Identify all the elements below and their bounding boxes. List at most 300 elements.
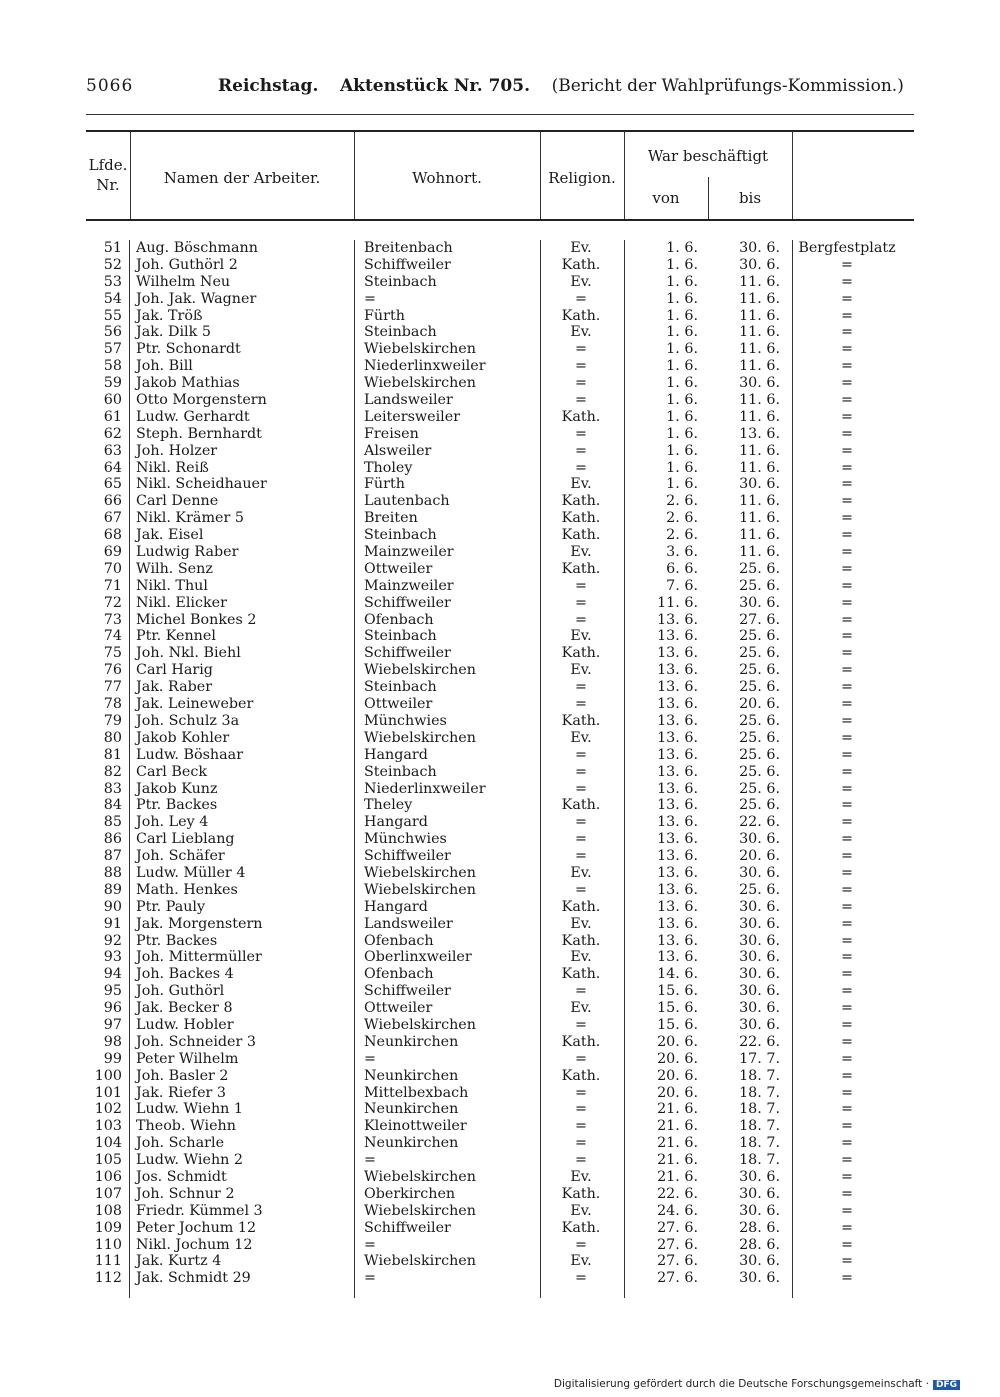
worker-name: Nikl. Scheidhauer bbox=[136, 476, 267, 493]
remark: = bbox=[841, 358, 853, 375]
employed-from: 21. 6. bbox=[657, 1118, 698, 1135]
religion: Kath. bbox=[561, 797, 601, 814]
worker-name: Wilh. Senz bbox=[136, 560, 213, 577]
table-row bbox=[86, 764, 914, 781]
row-number: 81 bbox=[103, 746, 122, 763]
employed-to: 25. 6. bbox=[739, 780, 780, 797]
employed-to: 20. 6. bbox=[739, 848, 780, 865]
remark: = bbox=[841, 848, 853, 865]
residence: Wiebelskirchen bbox=[364, 881, 476, 898]
residence: Steinbach bbox=[364, 628, 437, 645]
residence: Wiebelskirchen bbox=[364, 375, 476, 392]
row-number: 110 bbox=[94, 1236, 122, 1253]
residence: Hangard bbox=[364, 746, 428, 763]
employed-from: 1. 6. bbox=[666, 425, 698, 442]
religion: Ev. bbox=[570, 273, 592, 290]
employed-to: 25. 6. bbox=[739, 746, 780, 763]
residence: = bbox=[364, 1152, 376, 1169]
employed-from: 13. 6. bbox=[657, 679, 698, 696]
row-number: 75 bbox=[103, 645, 122, 662]
employed-to: 22. 6. bbox=[739, 1033, 780, 1050]
remark: = bbox=[841, 932, 853, 949]
remark: = bbox=[841, 1016, 853, 1033]
remark: = bbox=[841, 1185, 853, 1202]
employed-from: 1. 6. bbox=[666, 375, 698, 392]
employed-from: 1. 6. bbox=[666, 290, 698, 307]
table-row bbox=[86, 797, 914, 814]
employed-to: 17. 7. bbox=[739, 1050, 780, 1067]
residence: Wiebelskirchen bbox=[364, 341, 476, 358]
table-row bbox=[86, 730, 914, 747]
employed-to: 30. 6. bbox=[739, 864, 780, 881]
remark: = bbox=[841, 763, 853, 780]
worker-name: Ludw. Wiehn 1 bbox=[136, 1101, 244, 1118]
employed-from: 2. 6. bbox=[666, 510, 698, 527]
worker-name: Joh. Holzer bbox=[136, 442, 218, 459]
religion: = bbox=[575, 392, 587, 409]
table-row bbox=[86, 713, 914, 730]
employed-from: 1. 6. bbox=[666, 392, 698, 409]
residence: Steinbach bbox=[364, 273, 437, 290]
employed-from: 13. 6. bbox=[657, 797, 698, 814]
remark: = bbox=[841, 611, 853, 628]
table-row bbox=[86, 274, 914, 291]
worker-name: Ludw. Wiehn 2 bbox=[136, 1152, 244, 1169]
remark: = bbox=[841, 1084, 853, 1101]
employed-to: 22. 6. bbox=[739, 814, 780, 831]
row-number: 66 bbox=[103, 493, 122, 510]
religion: = bbox=[575, 1236, 587, 1253]
employed-from: 1. 6. bbox=[666, 459, 698, 476]
worker-name: Jak. Kurtz 4 bbox=[136, 1253, 222, 1270]
dfg-logo: DFG bbox=[933, 1380, 960, 1390]
employed-from: 15. 6. bbox=[657, 1000, 698, 1017]
table-row bbox=[86, 899, 914, 916]
residence: Niederlinxweiler bbox=[364, 358, 486, 375]
employed-to: 11. 6. bbox=[739, 527, 780, 544]
worker-name: Otto Morgenstern bbox=[136, 392, 267, 409]
residence: Ottweiler bbox=[364, 1000, 433, 1017]
row-number: 91 bbox=[103, 915, 122, 932]
residence: Freisen bbox=[364, 425, 419, 442]
remark: = bbox=[841, 1118, 853, 1135]
title-aktenstueck: Aktenstück Nr. 705. bbox=[339, 76, 530, 96]
residence: Mainzweiler bbox=[364, 577, 454, 594]
remark: = bbox=[841, 898, 853, 915]
religion: = bbox=[575, 746, 587, 763]
residence: Neunkirchen bbox=[364, 1135, 459, 1152]
header-col-employed bbox=[624, 131, 793, 219]
table-row bbox=[86, 595, 914, 612]
table-row bbox=[86, 781, 914, 798]
employed-to: 30. 6. bbox=[739, 1000, 780, 1017]
employed-from: 20. 6. bbox=[657, 1033, 698, 1050]
worker-name: Joh. Schäfer bbox=[136, 848, 225, 865]
row-number: 109 bbox=[94, 1219, 122, 1236]
residence: Tholey bbox=[364, 459, 413, 476]
remark: = bbox=[841, 679, 853, 696]
employed-to: 28. 6. bbox=[739, 1236, 780, 1253]
religion: = bbox=[575, 341, 587, 358]
employed-to: 11. 6. bbox=[739, 358, 780, 375]
employed-from: 1. 6. bbox=[666, 307, 698, 324]
table-row bbox=[86, 1085, 914, 1102]
worker-name: Joh. Guthörl 2 bbox=[136, 256, 238, 273]
employed-from: 15. 6. bbox=[657, 983, 698, 1000]
residence: = bbox=[364, 1236, 376, 1253]
employed-from: 13. 6. bbox=[657, 864, 698, 881]
table-row bbox=[86, 679, 914, 696]
remark: = bbox=[841, 712, 853, 729]
religion: Ev. bbox=[570, 1202, 592, 1219]
religion: = bbox=[575, 375, 587, 392]
row-number: 87 bbox=[103, 848, 122, 865]
religion: Kath. bbox=[561, 932, 601, 949]
header-subdivider bbox=[708, 177, 709, 219]
religion: Ev. bbox=[570, 949, 592, 966]
worker-name: Ludw. Müller 4 bbox=[136, 864, 246, 881]
remark: = bbox=[841, 375, 853, 392]
residence: Ofenbach bbox=[364, 966, 434, 983]
worker-name: Jak. Morgenstern bbox=[136, 915, 263, 932]
table-row bbox=[86, 916, 914, 933]
employed-from: 7. 6. bbox=[666, 577, 698, 594]
employed-from: 27. 6. bbox=[657, 1236, 698, 1253]
worker-name: Carl Lieblang bbox=[136, 831, 235, 848]
worker-name: Jak. Riefer 3 bbox=[136, 1084, 227, 1101]
employed-from: 13. 6. bbox=[657, 898, 698, 915]
remark: = bbox=[841, 983, 853, 1000]
residence: Wiebelskirchen bbox=[364, 1016, 476, 1033]
remark: = bbox=[841, 459, 853, 476]
employed-from: 1. 6. bbox=[666, 324, 698, 341]
employed-to: 11. 6. bbox=[739, 459, 780, 476]
table-row bbox=[86, 612, 914, 629]
table-row bbox=[86, 1034, 914, 1051]
religion: Kath. bbox=[561, 256, 601, 273]
header-no-line2: Nr. bbox=[96, 176, 120, 194]
footer-text: Digitalisierung gefördert durch die Deutsche Forschungsgemeinschaft · bbox=[553, 1378, 929, 1390]
worker-name: Carl Denne bbox=[136, 493, 219, 510]
residence: Steinbach bbox=[364, 679, 437, 696]
row-number: 77 bbox=[103, 679, 122, 696]
table-row bbox=[86, 882, 914, 899]
employed-to: 18. 7. bbox=[739, 1152, 780, 1169]
employed-to: 30. 6. bbox=[739, 966, 780, 983]
remark: = bbox=[841, 256, 853, 273]
worker-name: Joh. Jak. Wagner bbox=[136, 290, 257, 307]
religion: Kath. bbox=[561, 645, 601, 662]
remark: = bbox=[841, 1152, 853, 1169]
table-row bbox=[86, 510, 914, 527]
worker-name: Joh. Backes 4 bbox=[136, 966, 234, 983]
row-number: 51 bbox=[103, 240, 122, 256]
row-number: 74 bbox=[103, 628, 122, 645]
table-row bbox=[86, 308, 914, 325]
employed-to: 11. 6. bbox=[739, 341, 780, 358]
employed-from: 24. 6. bbox=[657, 1202, 698, 1219]
employed-to: 25. 6. bbox=[739, 628, 780, 645]
residence: Münchwies bbox=[364, 712, 447, 729]
table-row bbox=[86, 324, 914, 341]
remark: = bbox=[841, 1050, 853, 1067]
table-row bbox=[86, 358, 914, 375]
remark: = bbox=[841, 949, 853, 966]
employed-from: 13. 6. bbox=[657, 662, 698, 679]
worker-name: Carl Beck bbox=[136, 763, 208, 780]
employed-from: 20. 6. bbox=[657, 1084, 698, 1101]
table-row bbox=[86, 1253, 914, 1270]
residence: Breiten bbox=[364, 510, 418, 527]
remark: = bbox=[841, 966, 853, 983]
worker-name: Jakob Kunz bbox=[136, 780, 218, 797]
employed-to: 11. 6. bbox=[739, 324, 780, 341]
header-religion: Religion. bbox=[548, 169, 616, 187]
residence: Wiebelskirchen bbox=[364, 1202, 476, 1219]
remark: = bbox=[841, 1253, 853, 1270]
table-row bbox=[86, 392, 914, 409]
residence: Schiffweiler bbox=[364, 848, 451, 865]
table-row bbox=[86, 1135, 914, 1152]
row-number: 60 bbox=[103, 392, 122, 409]
remark: = bbox=[841, 1219, 853, 1236]
remark: = bbox=[841, 577, 853, 594]
employed-to: 25. 6. bbox=[739, 577, 780, 594]
worker-name: Joh. Basler 2 bbox=[136, 1067, 229, 1084]
residence: = bbox=[364, 290, 376, 307]
employed-to: 25. 6. bbox=[739, 712, 780, 729]
table-row bbox=[86, 1152, 914, 1169]
religion: Kath. bbox=[561, 408, 601, 425]
worker-name: Jak. Eisel bbox=[136, 527, 204, 544]
religion: = bbox=[575, 577, 587, 594]
row-number: 69 bbox=[103, 544, 122, 561]
employed-to: 30. 6. bbox=[739, 1202, 780, 1219]
residence: Wiebelskirchen bbox=[364, 662, 476, 679]
employed-to: 25. 6. bbox=[739, 560, 780, 577]
row-number: 64 bbox=[103, 459, 122, 476]
religion: Ev. bbox=[570, 662, 592, 679]
employed-to: 11. 6. bbox=[739, 273, 780, 290]
table-row bbox=[86, 949, 914, 966]
employed-from: 1. 6. bbox=[666, 358, 698, 375]
employed-to: 30. 6. bbox=[739, 1185, 780, 1202]
residence: Ottweiler bbox=[364, 696, 433, 713]
employed-from: 13. 6. bbox=[657, 848, 698, 865]
header-name: Namen der Arbeiter. bbox=[163, 169, 321, 187]
worker-name: Friedr. Kümmel 3 bbox=[136, 1202, 263, 1219]
remark: = bbox=[841, 594, 853, 611]
row-number: 71 bbox=[103, 577, 122, 594]
worker-name: Joh. Ley 4 bbox=[136, 814, 209, 831]
employed-from: 27. 6. bbox=[657, 1219, 698, 1236]
employed-from: 13. 6. bbox=[657, 814, 698, 831]
table-row bbox=[86, 645, 914, 662]
religion: = bbox=[575, 459, 587, 476]
employed-to: 11. 6. bbox=[739, 290, 780, 307]
employed-from: 15. 6. bbox=[657, 1016, 698, 1033]
employed-from: 3. 6. bbox=[666, 544, 698, 561]
employed-to: 13. 6. bbox=[739, 425, 780, 442]
employed-from: 1. 6. bbox=[666, 273, 698, 290]
row-number: 53 bbox=[103, 273, 122, 290]
remark: = bbox=[841, 341, 853, 358]
remark: = bbox=[841, 425, 853, 442]
employed-from: 22. 6. bbox=[657, 1185, 698, 1202]
religion: Kath. bbox=[561, 493, 601, 510]
worker-name: Joh. Scharle bbox=[136, 1135, 225, 1152]
row-number: 54 bbox=[103, 290, 122, 307]
table-row bbox=[86, 1270, 914, 1287]
remark: = bbox=[841, 307, 853, 324]
table-row bbox=[86, 257, 914, 274]
religion: Ev. bbox=[570, 1253, 592, 1270]
table-row bbox=[86, 341, 914, 358]
religion: = bbox=[575, 425, 587, 442]
row-number: 106 bbox=[94, 1168, 122, 1185]
row-number: 112 bbox=[94, 1270, 122, 1287]
remark: = bbox=[841, 881, 853, 898]
row-number: 94 bbox=[103, 966, 122, 983]
page-number: 5066 bbox=[86, 76, 134, 96]
religion: Ev. bbox=[570, 240, 592, 256]
employed-to: 18. 7. bbox=[739, 1135, 780, 1152]
table-row bbox=[86, 662, 914, 679]
employed-to: 30. 6. bbox=[739, 594, 780, 611]
table-row bbox=[86, 493, 914, 510]
employed-to: 18. 7. bbox=[739, 1067, 780, 1084]
remark: = bbox=[841, 476, 853, 493]
residence: Wiebelskirchen bbox=[364, 1253, 476, 1270]
employed-to: 30. 6. bbox=[739, 1168, 780, 1185]
residence: Ofenbach bbox=[364, 932, 434, 949]
remark: = bbox=[841, 729, 853, 746]
religion: = bbox=[575, 442, 587, 459]
religion: = bbox=[575, 1050, 587, 1067]
residence: Schiffweiler bbox=[364, 1219, 451, 1236]
residence: Neunkirchen bbox=[364, 1101, 459, 1118]
religion: Kath. bbox=[561, 1219, 601, 1236]
residence: Schiffweiler bbox=[364, 594, 451, 611]
row-number: 95 bbox=[103, 983, 122, 1000]
table-row bbox=[86, 426, 914, 443]
employed-to: 28. 6. bbox=[739, 1219, 780, 1236]
residence: Hangard bbox=[364, 898, 428, 915]
employed-to: 11. 6. bbox=[739, 408, 780, 425]
residence: Mainzweiler bbox=[364, 544, 454, 561]
employed-to: 18. 7. bbox=[739, 1084, 780, 1101]
religion: = bbox=[575, 696, 587, 713]
remark: = bbox=[841, 1067, 853, 1084]
residence: Lautenbach bbox=[364, 493, 450, 510]
table-row bbox=[86, 1051, 914, 1068]
table-row bbox=[86, 476, 914, 493]
employed-to: 30. 6. bbox=[739, 949, 780, 966]
remark: = bbox=[841, 915, 853, 932]
religion: = bbox=[575, 1152, 587, 1169]
employed-from: 13. 6. bbox=[657, 729, 698, 746]
employed-from: 1. 6. bbox=[666, 476, 698, 493]
row-number: 108 bbox=[94, 1202, 122, 1219]
row-number: 55 bbox=[103, 307, 122, 324]
residence: Schiffweiler bbox=[364, 983, 451, 1000]
row-number: 68 bbox=[103, 527, 122, 544]
table-row bbox=[86, 1000, 914, 1017]
employed-from: 20. 6. bbox=[657, 1067, 698, 1084]
worker-name: Joh. Schneider 3 bbox=[136, 1033, 256, 1050]
worker-name: Jak. Leineweber bbox=[136, 696, 254, 713]
employed-from: 14. 6. bbox=[657, 966, 698, 983]
worker-name: Aug. Böschmann bbox=[136, 240, 258, 256]
religion: = bbox=[575, 1135, 587, 1152]
employed-to: 27. 6. bbox=[739, 611, 780, 628]
employed-from: 13. 6. bbox=[657, 611, 698, 628]
worker-name: Ludwig Raber bbox=[136, 544, 239, 561]
worker-name: Peter Jochum 12 bbox=[136, 1219, 257, 1236]
employed-from: 13. 6. bbox=[657, 712, 698, 729]
worker-name: Ludw. Hobler bbox=[136, 1016, 234, 1033]
residence: = bbox=[364, 1270, 376, 1287]
employed-to: 30. 6. bbox=[739, 256, 780, 273]
row-number: 58 bbox=[103, 358, 122, 375]
table-row bbox=[86, 527, 914, 544]
employed-from: 13. 6. bbox=[657, 746, 698, 763]
table-row bbox=[86, 747, 914, 764]
religion: Ev. bbox=[570, 915, 592, 932]
residence: Schiffweiler bbox=[364, 645, 451, 662]
table-header bbox=[86, 131, 914, 221]
religion: Kath. bbox=[561, 898, 601, 915]
worker-name: Ptr. Pauly bbox=[136, 898, 206, 915]
row-number: 104 bbox=[94, 1135, 122, 1152]
remark: = bbox=[841, 527, 853, 544]
residence: Niederlinxweiler bbox=[364, 780, 486, 797]
remark: = bbox=[841, 392, 853, 409]
title-bericht: (Bericht der Wahlprüfungs-Kommission.) bbox=[551, 76, 904, 96]
residence: Münchwies bbox=[364, 831, 447, 848]
religion: Kath. bbox=[561, 307, 601, 324]
worker-name: Ptr. Backes bbox=[136, 932, 218, 949]
residence: Steinbach bbox=[364, 763, 437, 780]
residence: Alsweiler bbox=[364, 442, 432, 459]
religion: = bbox=[575, 358, 587, 375]
table-row bbox=[86, 561, 914, 578]
remark: = bbox=[841, 324, 853, 341]
employed-to: 30. 6. bbox=[739, 375, 780, 392]
religion: = bbox=[575, 1084, 587, 1101]
row-number: 90 bbox=[103, 898, 122, 915]
religion: Ev. bbox=[570, 1168, 592, 1185]
residence: = bbox=[364, 1050, 376, 1067]
worker-name: Math. Henkes bbox=[136, 881, 238, 898]
residence: Breitenbach bbox=[364, 240, 453, 256]
employed-to: 20. 6. bbox=[739, 696, 780, 713]
religion: Ev. bbox=[570, 324, 592, 341]
employed-to: 25. 6. bbox=[739, 662, 780, 679]
employed-to: 25. 6. bbox=[739, 679, 780, 696]
residence: Wiebelskirchen bbox=[364, 864, 476, 881]
religion: Kath. bbox=[561, 1185, 601, 1202]
running-title bbox=[218, 76, 904, 96]
worker-name: Ptr. Backes bbox=[136, 797, 218, 814]
row-number: 83 bbox=[103, 780, 122, 797]
employed-from: 21. 6. bbox=[657, 1152, 698, 1169]
worker-name: Jos. Schmidt bbox=[136, 1168, 227, 1185]
row-number: 96 bbox=[103, 1000, 122, 1017]
religion: = bbox=[575, 881, 587, 898]
employed-from: 2. 6. bbox=[666, 527, 698, 544]
worker-name: Theob. Wiehn bbox=[136, 1118, 236, 1135]
